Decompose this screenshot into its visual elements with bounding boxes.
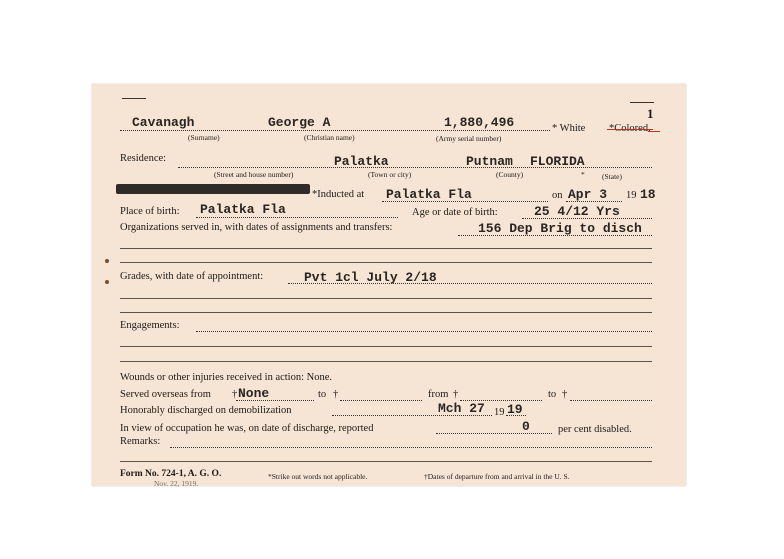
disability-line	[436, 433, 552, 434]
wounds-label: Wounds or other injuries received in action: None.	[120, 372, 333, 383]
inducted-on: on	[552, 190, 563, 201]
red-mark	[648, 131, 660, 132]
christian-name-label: (Christian name)	[304, 133, 355, 142]
remarks-line	[170, 447, 652, 448]
inducted-line	[382, 201, 548, 202]
top-left-rule	[122, 98, 146, 99]
grades-label: Grades, with date of appointment:	[120, 271, 264, 282]
discharged-line	[332, 415, 492, 416]
surname-label: (Surname)	[188, 133, 220, 142]
grades-line	[288, 283, 652, 284]
disability-value: 0	[522, 419, 530, 434]
birth-place-value: Palatka Fla	[200, 202, 286, 217]
disability-suffix: per cent disabled.	[558, 424, 632, 435]
street-label: (Street and house number)	[214, 170, 294, 179]
ruled-line-5	[120, 346, 652, 347]
birth-place-label: Place of birth:	[120, 206, 180, 217]
county-value: Putnam	[466, 154, 513, 169]
organizations-line	[458, 235, 652, 236]
inducted-date: Apr 3	[568, 187, 608, 202]
residence-line	[178, 167, 652, 168]
christian-name-value: George A	[268, 115, 331, 130]
surname-value: Cavanagh	[132, 115, 195, 130]
county-label: (County)	[496, 170, 524, 179]
form-sub: Nov. 22, 1919.	[154, 479, 199, 488]
race-white: * White	[552, 123, 586, 134]
discharged-date: Mch 27	[438, 401, 485, 416]
inducted-year: 18	[640, 187, 656, 202]
disability-label: In view of occupation he was, on date of discharge, reported	[120, 423, 374, 434]
remarks-label: Remarks:	[120, 436, 161, 447]
race-colored-text: *Colored.	[609, 123, 651, 134]
inducted-year-prefix: 19	[626, 190, 637, 201]
state-value: FLORIDA	[530, 154, 585, 169]
state-label: (State)	[602, 172, 622, 181]
record-card	[92, 84, 686, 486]
residence-label: Residence:	[120, 153, 167, 164]
overseas-mark-3: †	[453, 389, 459, 400]
overseas-to-2: to	[548, 389, 557, 400]
overseas-from: from	[428, 389, 449, 400]
overseas-label: Served overseas from	[120, 389, 211, 400]
serial-number-label: (Army serial number)	[436, 134, 502, 143]
ruled-line-1	[120, 248, 652, 249]
overseas-line-4	[570, 400, 652, 401]
discharged-year: 19	[507, 402, 523, 417]
overseas-line-1	[236, 400, 314, 401]
redaction-blot	[116, 184, 310, 194]
overseas-mark-4: †	[562, 389, 568, 400]
inducted-place: Palatka Fla	[386, 187, 472, 202]
grades-value: Pvt 1cl July 2/18	[304, 270, 437, 285]
overseas-to-1: to	[318, 389, 327, 400]
town-value: Palatka	[334, 154, 389, 169]
ruled-line-6	[120, 361, 652, 362]
form-number: Form No. 724-1, A. G. O.	[120, 469, 222, 479]
footer-note-2: †Dates of departure from and arrival in the U. S.	[424, 472, 570, 481]
top-right-rule	[630, 102, 654, 103]
punch-mark-1	[105, 259, 109, 263]
ruled-line-7	[120, 461, 652, 462]
town-label: (Town or city)	[368, 170, 412, 179]
discharged-year-line	[506, 415, 526, 416]
overseas-mark-2: †	[333, 389, 339, 400]
engagements-line	[196, 331, 652, 332]
organizations-value: 156 Dep Brig to disch	[478, 221, 642, 236]
card-number: 1	[647, 106, 654, 121]
age-line	[522, 218, 652, 219]
inducted-label: *Inducted at	[312, 189, 365, 200]
footer-note-1: *Strike out words not applicable.	[268, 472, 368, 481]
inducted-date-line	[566, 201, 622, 202]
birth-place-line	[196, 217, 398, 218]
name-line	[120, 130, 550, 131]
state-mark: *	[581, 170, 585, 179]
organizations-label: Organizations served in, with dates of assignments and transfers:	[120, 222, 393, 233]
age-value: 25 4/12 Yrs	[534, 204, 620, 219]
punch-mark-2	[105, 280, 109, 284]
discharged-year-prefix: 19	[494, 407, 505, 418]
ruled-line-2	[120, 262, 652, 263]
overseas-mark: †	[232, 389, 238, 400]
overseas-line-2	[340, 400, 422, 401]
engagements-label: Engagements:	[120, 320, 180, 331]
ruled-line-3	[120, 298, 652, 299]
race-colored	[609, 123, 651, 135]
age-label: Age or date of birth:	[412, 207, 498, 218]
discharged-label: Honorably discharged on demobilization	[120, 405, 292, 416]
ruled-line-4	[120, 312, 652, 313]
serial-number-value: 1,880,496	[444, 115, 515, 130]
overseas-value: None	[238, 386, 270, 401]
